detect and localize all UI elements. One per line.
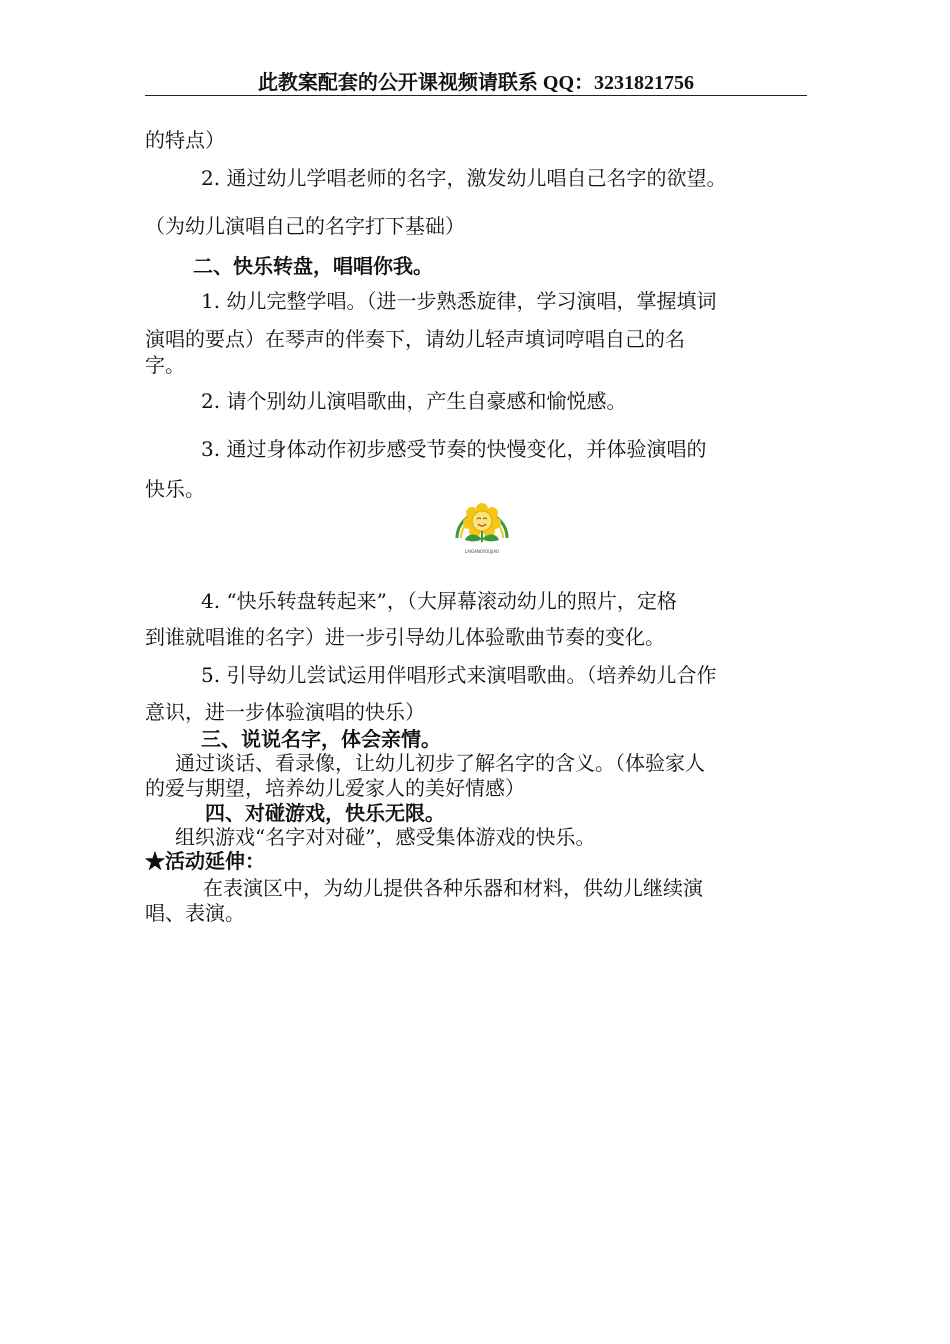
text-line: 4. “快乐转盘转起来”，（大屏幕滚动幼儿的照片，定格 [201,589,677,613]
text-line: 演唱的要点）在琴声的伴奏下，请幼儿轻声填词哼唱自己的名 [145,327,685,351]
section-heading: 四、对碰游戏，快乐无限。 [205,801,445,825]
text-line: 3. 通过身体动作初步感受节奏的快慢变化，并体验演唱的 [201,437,707,461]
section-heading: 三、说说名字，体会亲情。 [201,727,441,751]
text-line: 到谁就唱谁的名字）进一步引导幼儿体验歌曲节奏的变化。 [145,625,665,649]
text-line: 通过谈话、看录像，让幼儿初步了解名字的含义。（体验家人 [175,751,705,775]
text-line: 快乐。 [145,477,205,501]
section-heading: 二、快乐转盘，唱唱你我。 [193,254,433,278]
text-line: 5. 引导幼儿尝试运用伴唱形式来演唱歌曲。（培养幼儿合作 [201,663,717,687]
header-divider [145,95,807,96]
section-heading: ★活动延伸： [145,849,265,873]
text-line: 字。 [145,353,185,377]
text-line: （为幼儿演唱自己的名字打下基础） [145,214,465,238]
text-line: 的特点） [145,128,225,152]
text-line: 组织游戏“名字对对碰”，感受集体游戏的快乐。 [175,825,596,849]
text-line: 2. 请个别幼儿演唱歌曲，产生自豪感和愉悦感。 [201,389,627,413]
logo-caption: LAIGANGYOUJIAO [464,549,500,554]
text-line: 在表演区中，为幼儿提供各种乐器和材料，供幼儿继续演 [203,876,703,900]
text-line: 2. 通过幼儿学唱老师的名字，激发幼儿唱自己名字的欲望。 [201,166,727,190]
text-line: 1. 幼儿完整学唱。（进一步熟悉旋律，学习演唱，掌握填词 [201,289,717,313]
flower-logo-icon [449,496,515,556]
page-header: 此教案配套的公开课视频请联系 QQ：3231821756 [257,72,695,94]
text-line: 的爱与期望，培养幼儿爱家人的美好情感） [145,776,525,800]
text-line: 意识，进一步体验演唱的快乐） [145,700,425,724]
text-line: 唱、表演。 [145,901,245,925]
